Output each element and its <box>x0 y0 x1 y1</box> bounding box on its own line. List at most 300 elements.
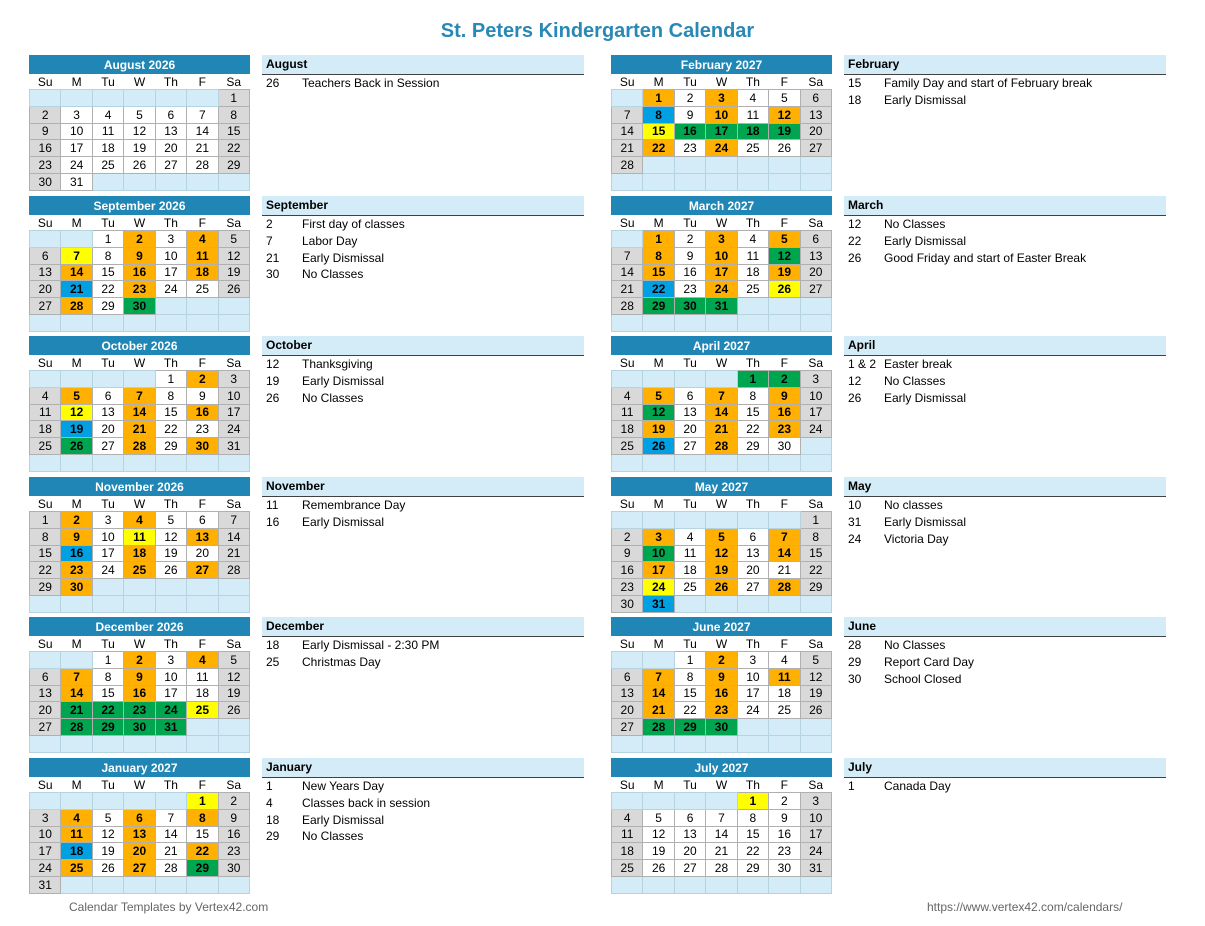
day-cell[interactable]: 8 <box>737 387 768 404</box>
day-cell[interactable]: 2 <box>61 512 92 529</box>
day-cell[interactable]: 17 <box>61 140 92 157</box>
day-cell[interactable]: 30 <box>187 438 218 455</box>
day-cell[interactable]: 28 <box>218 562 249 579</box>
day-cell[interactable]: 11 <box>92 123 123 140</box>
day-cell[interactable]: 15 <box>643 123 674 140</box>
day-cell[interactable]: 31 <box>218 438 249 455</box>
day-cell[interactable]: 31 <box>155 719 186 736</box>
day-cell[interactable]: 12 <box>800 668 831 685</box>
day-cell[interactable]: 6 <box>92 387 123 404</box>
day-cell[interactable]: 31 <box>30 876 61 893</box>
day-cell[interactable]: 16 <box>674 123 705 140</box>
day-cell[interactable]: 23 <box>674 140 705 157</box>
day-cell[interactable]: 12 <box>92 826 123 843</box>
day-cell[interactable]: 22 <box>92 281 123 298</box>
day-cell[interactable]: 30 <box>218 860 249 877</box>
day-cell[interactable]: 20 <box>124 843 155 860</box>
day-cell[interactable]: 25 <box>187 281 218 298</box>
day-cell[interactable]: 4 <box>769 652 800 669</box>
day-cell[interactable]: 28 <box>706 438 737 455</box>
day-cell[interactable]: 2 <box>674 90 705 107</box>
day-cell[interactable]: 14 <box>61 685 92 702</box>
day-cell[interactable]: 30 <box>769 438 800 455</box>
day-cell[interactable]: 20 <box>187 545 218 562</box>
day-cell[interactable]: 26 <box>643 860 674 877</box>
day-cell[interactable]: 20 <box>30 281 61 298</box>
day-cell[interactable]: 25 <box>30 438 61 455</box>
day-cell[interactable]: 23 <box>674 281 705 298</box>
day-cell[interactable]: 22 <box>737 421 768 438</box>
day-cell[interactable]: 13 <box>800 247 831 264</box>
day-cell[interactable]: 12 <box>218 668 249 685</box>
day-cell[interactable]: 11 <box>612 826 643 843</box>
day-cell[interactable]: 15 <box>800 545 831 562</box>
day-cell[interactable]: 28 <box>612 157 643 174</box>
day-cell[interactable]: 7 <box>706 809 737 826</box>
day-cell[interactable]: 4 <box>737 231 768 248</box>
day-cell[interactable]: 22 <box>643 140 674 157</box>
day-cell[interactable]: 17 <box>643 562 674 579</box>
day-cell[interactable]: 28 <box>187 157 218 174</box>
day-cell[interactable]: 21 <box>612 140 643 157</box>
day-cell[interactable]: 9 <box>30 123 61 140</box>
day-cell[interactable]: 25 <box>737 140 768 157</box>
day-cell[interactable]: 1 <box>737 371 768 388</box>
day-cell[interactable]: 20 <box>737 562 768 579</box>
day-cell[interactable]: 5 <box>155 512 186 529</box>
day-cell[interactable]: 5 <box>706 528 737 545</box>
day-cell[interactable]: 18 <box>769 685 800 702</box>
day-cell[interactable]: 31 <box>706 298 737 315</box>
day-cell[interactable]: 2 <box>612 528 643 545</box>
day-cell[interactable]: 26 <box>218 702 249 719</box>
day-cell[interactable]: 1 <box>643 90 674 107</box>
day-cell[interactable]: 19 <box>124 140 155 157</box>
day-cell[interactable]: 18 <box>61 843 92 860</box>
day-cell[interactable]: 17 <box>155 685 186 702</box>
day-cell[interactable]: 16 <box>218 826 249 843</box>
day-cell[interactable]: 10 <box>30 826 61 843</box>
day-cell[interactable]: 16 <box>30 140 61 157</box>
day-cell[interactable]: 6 <box>30 668 61 685</box>
day-cell[interactable]: 7 <box>187 106 218 123</box>
day-cell[interactable]: 27 <box>674 438 705 455</box>
day-cell[interactable]: 18 <box>92 140 123 157</box>
day-cell[interactable]: 21 <box>643 702 674 719</box>
day-cell[interactable]: 1 <box>674 652 705 669</box>
day-cell[interactable]: 11 <box>737 247 768 264</box>
footer-url[interactable]: https://www.vertex42.com/calendars/ <box>927 900 1123 914</box>
day-cell[interactable]: 13 <box>800 106 831 123</box>
day-cell[interactable]: 2 <box>218 793 249 810</box>
day-cell[interactable]: 24 <box>218 421 249 438</box>
day-cell[interactable]: 7 <box>706 387 737 404</box>
day-cell[interactable]: 18 <box>124 545 155 562</box>
day-cell[interactable]: 13 <box>30 264 61 281</box>
day-cell[interactable]: 15 <box>218 123 249 140</box>
day-cell[interactable]: 25 <box>612 438 643 455</box>
day-cell[interactable]: 23 <box>124 702 155 719</box>
day-cell[interactable]: 29 <box>737 438 768 455</box>
day-cell[interactable]: 25 <box>61 860 92 877</box>
day-cell[interactable]: 23 <box>61 562 92 579</box>
day-cell[interactable]: 24 <box>92 562 123 579</box>
day-cell[interactable]: 30 <box>674 298 705 315</box>
day-cell[interactable]: 10 <box>706 106 737 123</box>
day-cell[interactable]: 5 <box>124 106 155 123</box>
day-cell[interactable]: 5 <box>769 231 800 248</box>
day-cell[interactable]: 7 <box>643 668 674 685</box>
day-cell[interactable]: 18 <box>187 685 218 702</box>
day-cell[interactable]: 3 <box>155 652 186 669</box>
day-cell[interactable]: 20 <box>155 140 186 157</box>
day-cell[interactable]: 24 <box>643 579 674 596</box>
day-cell[interactable]: 15 <box>30 545 61 562</box>
day-cell[interactable]: 3 <box>800 371 831 388</box>
day-cell[interactable]: 28 <box>124 438 155 455</box>
day-cell[interactable]: 25 <box>769 702 800 719</box>
day-cell[interactable]: 17 <box>706 264 737 281</box>
day-cell[interactable]: 20 <box>800 123 831 140</box>
day-cell[interactable]: 15 <box>92 685 123 702</box>
day-cell[interactable]: 11 <box>187 247 218 264</box>
day-cell[interactable]: 8 <box>218 106 249 123</box>
day-cell[interactable]: 6 <box>187 512 218 529</box>
day-cell[interactable]: 27 <box>612 719 643 736</box>
day-cell[interactable]: 2 <box>769 371 800 388</box>
day-cell[interactable]: 9 <box>124 247 155 264</box>
day-cell[interactable]: 25 <box>124 562 155 579</box>
day-cell[interactable]: 22 <box>30 562 61 579</box>
day-cell[interactable]: 19 <box>800 685 831 702</box>
day-cell[interactable]: 5 <box>800 652 831 669</box>
day-cell[interactable]: 23 <box>769 843 800 860</box>
day-cell[interactable]: 17 <box>30 843 61 860</box>
day-cell[interactable]: 16 <box>706 685 737 702</box>
day-cell[interactable]: 29 <box>800 579 831 596</box>
day-cell[interactable]: 31 <box>643 595 674 612</box>
day-cell[interactable]: 26 <box>769 140 800 157</box>
day-cell[interactable]: 22 <box>187 843 218 860</box>
day-cell[interactable]: 4 <box>674 528 705 545</box>
day-cell[interactable]: 24 <box>61 157 92 174</box>
day-cell[interactable]: 2 <box>706 652 737 669</box>
day-cell[interactable]: 20 <box>800 264 831 281</box>
day-cell[interactable]: 8 <box>187 809 218 826</box>
day-cell[interactable]: 26 <box>92 860 123 877</box>
day-cell[interactable]: 14 <box>155 826 186 843</box>
day-cell[interactable]: 15 <box>737 404 768 421</box>
day-cell[interactable]: 30 <box>769 860 800 877</box>
day-cell[interactable]: 25 <box>737 281 768 298</box>
day-cell[interactable]: 31 <box>61 173 92 190</box>
day-cell[interactable]: 27 <box>92 438 123 455</box>
day-cell[interactable]: 15 <box>187 826 218 843</box>
day-cell[interactable]: 29 <box>187 860 218 877</box>
day-cell[interactable]: 20 <box>674 843 705 860</box>
day-cell[interactable]: 18 <box>737 123 768 140</box>
day-cell[interactable]: 28 <box>769 579 800 596</box>
day-cell[interactable]: 13 <box>187 528 218 545</box>
day-cell[interactable]: 1 <box>30 512 61 529</box>
day-cell[interactable]: 14 <box>61 264 92 281</box>
day-cell[interactable]: 7 <box>769 528 800 545</box>
day-cell[interactable]: 26 <box>769 281 800 298</box>
day-cell[interactable]: 12 <box>769 106 800 123</box>
day-cell[interactable]: 17 <box>737 685 768 702</box>
day-cell[interactable]: 19 <box>92 843 123 860</box>
day-cell[interactable]: 24 <box>800 421 831 438</box>
day-cell[interactable]: 28 <box>61 719 92 736</box>
day-cell[interactable]: 22 <box>737 843 768 860</box>
day-cell[interactable]: 27 <box>30 719 61 736</box>
day-cell[interactable]: 16 <box>124 685 155 702</box>
day-cell[interactable]: 18 <box>30 421 61 438</box>
day-cell[interactable]: 1 <box>92 231 123 248</box>
day-cell[interactable]: 2 <box>124 652 155 669</box>
day-cell[interactable]: 26 <box>61 438 92 455</box>
day-cell[interactable]: 6 <box>737 528 768 545</box>
day-cell[interactable]: 24 <box>706 140 737 157</box>
day-cell[interactable]: 12 <box>218 247 249 264</box>
day-cell[interactable]: 11 <box>187 668 218 685</box>
day-cell[interactable]: 3 <box>30 809 61 826</box>
day-cell[interactable]: 25 <box>674 579 705 596</box>
day-cell[interactable]: 4 <box>612 809 643 826</box>
day-cell[interactable]: 3 <box>737 652 768 669</box>
day-cell[interactable]: 10 <box>800 809 831 826</box>
day-cell[interactable]: 6 <box>674 387 705 404</box>
day-cell[interactable]: 24 <box>737 702 768 719</box>
day-cell[interactable]: 19 <box>643 843 674 860</box>
day-cell[interactable]: 29 <box>92 298 123 315</box>
day-cell[interactable]: 9 <box>61 528 92 545</box>
day-cell[interactable]: 12 <box>124 123 155 140</box>
day-cell[interactable]: 27 <box>674 860 705 877</box>
day-cell[interactable]: 27 <box>124 860 155 877</box>
day-cell[interactable]: 11 <box>737 106 768 123</box>
day-cell[interactable]: 22 <box>218 140 249 157</box>
day-cell[interactable]: 29 <box>155 438 186 455</box>
day-cell[interactable]: 23 <box>218 843 249 860</box>
day-cell[interactable]: 22 <box>643 281 674 298</box>
day-cell[interactable]: 10 <box>61 123 92 140</box>
day-cell[interactable]: 26 <box>706 579 737 596</box>
day-cell[interactable]: 26 <box>155 562 186 579</box>
day-cell[interactable]: 9 <box>187 387 218 404</box>
day-cell[interactable]: 24 <box>155 281 186 298</box>
day-cell[interactable]: 9 <box>612 545 643 562</box>
day-cell[interactable]: 29 <box>737 860 768 877</box>
day-cell[interactable]: 1 <box>643 231 674 248</box>
day-cell[interactable]: 24 <box>30 860 61 877</box>
day-cell[interactable]: 12 <box>61 404 92 421</box>
day-cell[interactable]: 23 <box>30 157 61 174</box>
day-cell[interactable]: 3 <box>92 512 123 529</box>
day-cell[interactable]: 16 <box>612 562 643 579</box>
day-cell[interactable]: 13 <box>674 404 705 421</box>
day-cell[interactable]: 17 <box>800 826 831 843</box>
day-cell[interactable]: 21 <box>61 702 92 719</box>
day-cell[interactable]: 7 <box>155 809 186 826</box>
day-cell[interactable]: 28 <box>643 719 674 736</box>
day-cell[interactable]: 4 <box>612 387 643 404</box>
day-cell[interactable]: 6 <box>155 106 186 123</box>
day-cell[interactable]: 3 <box>155 231 186 248</box>
day-cell[interactable]: 27 <box>30 298 61 315</box>
day-cell[interactable]: 12 <box>643 404 674 421</box>
day-cell[interactable]: 15 <box>643 264 674 281</box>
day-cell[interactable]: 25 <box>612 860 643 877</box>
day-cell[interactable]: 25 <box>187 702 218 719</box>
day-cell[interactable]: 3 <box>706 231 737 248</box>
day-cell[interactable]: 4 <box>187 652 218 669</box>
day-cell[interactable]: 24 <box>155 702 186 719</box>
day-cell[interactable]: 1 <box>800 512 831 529</box>
day-cell[interactable]: 13 <box>737 545 768 562</box>
day-cell[interactable]: 29 <box>674 719 705 736</box>
day-cell[interactable]: 28 <box>706 860 737 877</box>
day-cell[interactable]: 19 <box>706 562 737 579</box>
day-cell[interactable]: 4 <box>187 231 218 248</box>
day-cell[interactable]: 8 <box>155 387 186 404</box>
day-cell[interactable]: 16 <box>187 404 218 421</box>
footer-credit[interactable]: Calendar Templates by Vertex42.com <box>69 900 269 914</box>
day-cell[interactable]: 17 <box>706 123 737 140</box>
day-cell[interactable]: 5 <box>61 387 92 404</box>
day-cell[interactable]: 11 <box>674 545 705 562</box>
day-cell[interactable]: 23 <box>769 421 800 438</box>
day-cell[interactable]: 27 <box>737 579 768 596</box>
day-cell[interactable]: 10 <box>706 247 737 264</box>
day-cell[interactable]: 9 <box>769 387 800 404</box>
day-cell[interactable]: 21 <box>155 843 186 860</box>
day-cell[interactable]: 9 <box>674 106 705 123</box>
day-cell[interactable]: 18 <box>737 264 768 281</box>
day-cell[interactable]: 9 <box>218 809 249 826</box>
day-cell[interactable]: 1 <box>218 90 249 107</box>
day-cell[interactable]: 30 <box>61 579 92 596</box>
day-cell[interactable]: 7 <box>61 668 92 685</box>
day-cell[interactable]: 17 <box>218 404 249 421</box>
day-cell[interactable]: 19 <box>643 421 674 438</box>
day-cell[interactable]: 5 <box>643 387 674 404</box>
day-cell[interactable]: 21 <box>706 421 737 438</box>
day-cell[interactable]: 19 <box>61 421 92 438</box>
day-cell[interactable]: 10 <box>737 668 768 685</box>
day-cell[interactable]: 2 <box>769 793 800 810</box>
day-cell[interactable]: 30 <box>30 173 61 190</box>
day-cell[interactable]: 15 <box>92 264 123 281</box>
day-cell[interactable]: 5 <box>92 809 123 826</box>
day-cell[interactable]: 23 <box>612 579 643 596</box>
day-cell[interactable]: 19 <box>769 264 800 281</box>
day-cell[interactable]: 6 <box>30 247 61 264</box>
day-cell[interactable]: 12 <box>769 247 800 264</box>
day-cell[interactable]: 10 <box>155 247 186 264</box>
day-cell[interactable]: 21 <box>706 843 737 860</box>
day-cell[interactable]: 22 <box>800 562 831 579</box>
day-cell[interactable]: 19 <box>155 545 186 562</box>
day-cell[interactable]: 14 <box>124 404 155 421</box>
day-cell[interactable]: 9 <box>769 809 800 826</box>
day-cell[interactable]: 4 <box>92 106 123 123</box>
day-cell[interactable]: 1 <box>92 652 123 669</box>
day-cell[interactable]: 14 <box>612 264 643 281</box>
day-cell[interactable]: 18 <box>187 264 218 281</box>
day-cell[interactable]: 30 <box>612 595 643 612</box>
day-cell[interactable]: 20 <box>30 702 61 719</box>
day-cell[interactable]: 6 <box>674 809 705 826</box>
day-cell[interactable]: 13 <box>155 123 186 140</box>
day-cell[interactable]: 26 <box>124 157 155 174</box>
day-cell[interactable]: 25 <box>92 157 123 174</box>
day-cell[interactable]: 3 <box>706 90 737 107</box>
day-cell[interactable]: 24 <box>800 843 831 860</box>
day-cell[interactable]: 5 <box>218 231 249 248</box>
day-cell[interactable]: 8 <box>643 247 674 264</box>
day-cell[interactable]: 2 <box>30 106 61 123</box>
day-cell[interactable]: 6 <box>612 668 643 685</box>
day-cell[interactable]: 20 <box>674 421 705 438</box>
day-cell[interactable]: 3 <box>218 371 249 388</box>
day-cell[interactable]: 5 <box>643 809 674 826</box>
day-cell[interactable]: 20 <box>92 421 123 438</box>
day-cell[interactable]: 1 <box>155 371 186 388</box>
day-cell[interactable]: 13 <box>612 685 643 702</box>
day-cell[interactable]: 4 <box>61 809 92 826</box>
day-cell[interactable]: 1 <box>737 793 768 810</box>
day-cell[interactable]: 4 <box>737 90 768 107</box>
day-cell[interactable]: 23 <box>706 702 737 719</box>
day-cell[interactable]: 14 <box>612 123 643 140</box>
day-cell[interactable]: 16 <box>61 545 92 562</box>
day-cell[interactable]: 14 <box>706 404 737 421</box>
day-cell[interactable]: 16 <box>124 264 155 281</box>
day-cell[interactable]: 15 <box>674 685 705 702</box>
day-cell[interactable]: 7 <box>124 387 155 404</box>
day-cell[interactable]: 8 <box>92 247 123 264</box>
day-cell[interactable]: 8 <box>800 528 831 545</box>
day-cell[interactable]: 14 <box>218 528 249 545</box>
day-cell[interactable]: 21 <box>187 140 218 157</box>
day-cell[interactable]: 3 <box>61 106 92 123</box>
day-cell[interactable]: 14 <box>706 826 737 843</box>
day-cell[interactable]: 23 <box>124 281 155 298</box>
day-cell[interactable]: 29 <box>218 157 249 174</box>
day-cell[interactable]: 28 <box>155 860 186 877</box>
day-cell[interactable]: 3 <box>643 528 674 545</box>
day-cell[interactable]: 26 <box>800 702 831 719</box>
day-cell[interactable]: 24 <box>706 281 737 298</box>
day-cell[interactable]: 30 <box>124 719 155 736</box>
day-cell[interactable]: 10 <box>218 387 249 404</box>
day-cell[interactable]: 27 <box>155 157 186 174</box>
day-cell[interactable]: 19 <box>218 264 249 281</box>
day-cell[interactable]: 8 <box>674 668 705 685</box>
day-cell[interactable]: 17 <box>155 264 186 281</box>
day-cell[interactable]: 22 <box>674 702 705 719</box>
day-cell[interactable]: 7 <box>612 247 643 264</box>
day-cell[interactable]: 8 <box>30 528 61 545</box>
day-cell[interactable]: 10 <box>155 668 186 685</box>
day-cell[interactable]: 16 <box>674 264 705 281</box>
day-cell[interactable]: 3 <box>800 793 831 810</box>
day-cell[interactable]: 18 <box>612 843 643 860</box>
day-cell[interactable]: 8 <box>737 809 768 826</box>
day-cell[interactable]: 5 <box>218 652 249 669</box>
day-cell[interactable]: 10 <box>643 545 674 562</box>
